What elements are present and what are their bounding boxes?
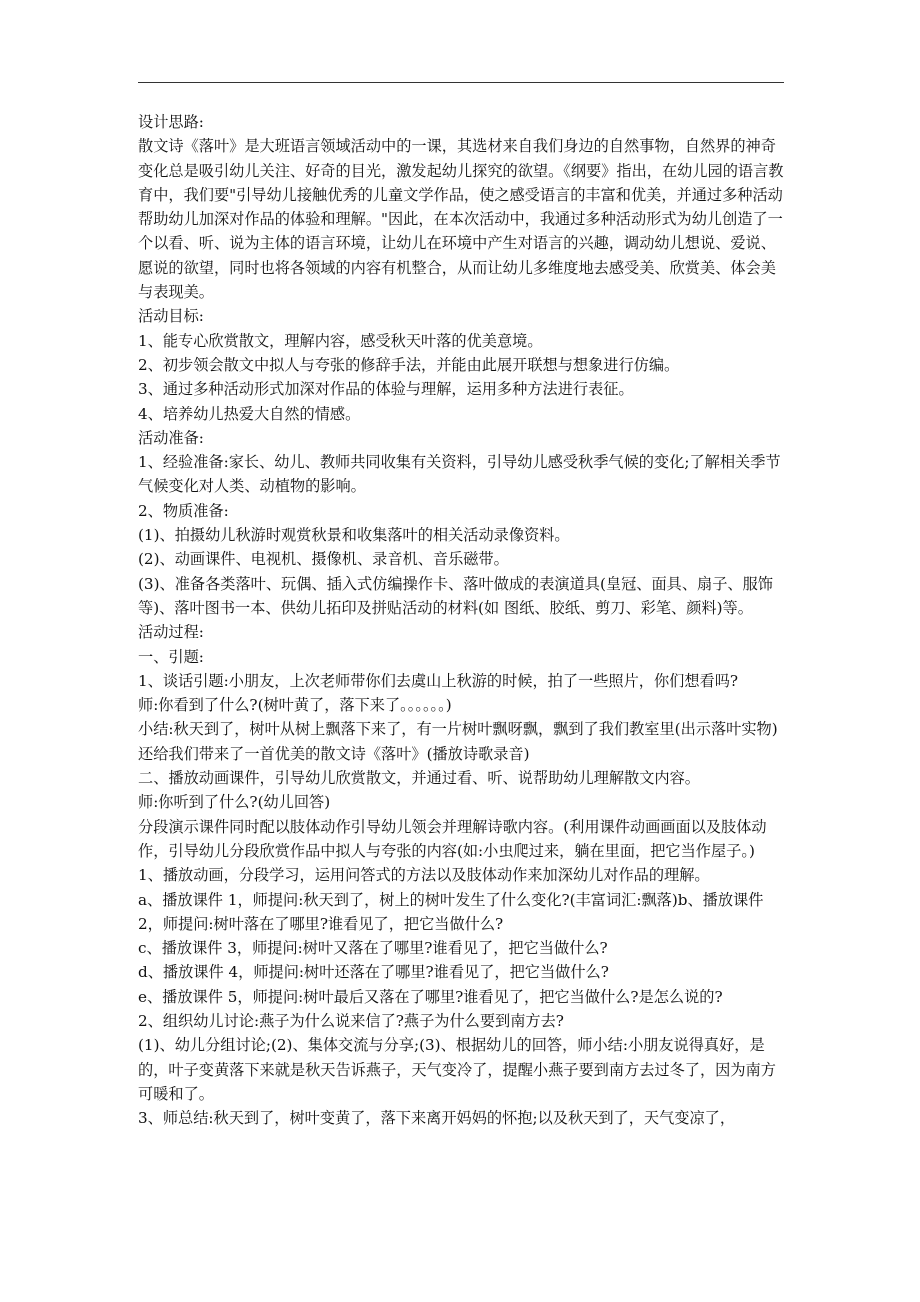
process-paragraph: (1)、幼儿分组讨论;(2)、集体交流与分享;(3)、根据幼儿的回答，师小结:小朋友说得真好，是的，叶子变黄落下来就是秋天告诉燕子，天气变冷了，提醒小燕子要到南方去过冬了，因为南方可暖和了。 [138,1036,776,1103]
process-paragraph: 师:你听到了什么?(幼儿回答) [138,793,331,812]
section-heading-design: 设计思路: [138,113,204,131]
section-heading-goals: 活动目标: [138,307,204,326]
header-rule [138,82,784,83]
process-paragraph: 2、组织幼儿讨论:燕子为什么说来信了?燕子为什么要到南方去? [138,1011,564,1030]
preparation-subitem: (3)、准备各类落叶、玩偶、插入式仿编操作卡、落叶做成的表演道具(皇冠、面具、扇子、服饰等)、落叶图书一本、供幼儿拓印及拼贴活动的材料(如 图纸、胶纸、剪刀、彩笔、颜料)等。 [138,574,773,617]
goal-item: 2、初步领会散文中拟人与夸张的修辞手法，并能由此展开联想与想象进行仿编。 [138,355,680,374]
preparation-subitem: (2)、动画课件、电视机、摄像机、录音机、音乐磁带。 [138,550,509,569]
process-paragraph: 小结:秋天到了，树叶从树上飘落下来了，有一片树叶飘呀飘，飘到了我们教室里(出示落叶实物)还给我们带来了一首优美的散文诗《落叶》(播放诗歌录音) [138,720,778,763]
process-paragraph: 师:你看到了什么?(树叶黄了，落下来了。。。。。。) [138,696,452,715]
process-paragraph: 1、谈话引题:小朋友，上次老师带你们去虞山上秋游的时候，拍了一些照片，你们想看吗? [138,671,739,690]
process-paragraph: a、播放课件 1，师提问:秋天到了，树上的树叶发生了什么变化?(丰富词汇:飘落)b、播放课件 2，师提问:树叶落在了哪里?谁看见了，把它当做什么? [138,890,764,933]
goal-item: 3、通过多种活动形式加深对作品的体验与理解，运用多种方法进行表征。 [138,380,634,399]
process-step-heading: 二、播放动画课件，引导幼儿欣赏散文，并通过看、听、说帮助幼儿理解散文内容。 [138,769,700,788]
section-heading-process: 活动过程: [138,623,204,642]
process-paragraph: e、播放课件 5，师提问:树叶最后又落在了哪里?谁看见了，把它当做什么?是怎么说的? [138,987,723,1006]
preparation-item: 2、物质准备: [138,501,229,520]
preparation-subitem: (1)、拍摄幼儿秋游时观赏秋景和收集落叶的相关活动录像资料。 [138,526,570,545]
goal-item: 1、能专心欣赏散文，理解内容，感受秋天叶落的优美意境。 [138,331,543,350]
goal-item: 4、培养幼儿热爱大自然的情感。 [138,404,361,423]
paragraph-design-rationale: 散文诗《落叶》是大班语言领域活动中的一课，其选材来自我们身边的自然事物，自然界的神奇变化总是吸引幼儿关注、好奇的目光，激发起幼儿探究的欲望。《纲要》指出，在幼儿园的语言教育中，我们要"引导幼儿接触优秀的儿童文学作品，使之感受语言的丰富和优美，并通过多种活动帮助幼儿加深对作品的体验和理解。"因此，在本次活动中，我通过多种活动形式为幼儿创造了一个以看、听、说为主体的语言环境，让幼儿在环境中产生对语言的兴趣，调动幼儿想说、爱说、愿说的欲望，同时也将各领域的内容有机整合，从而让幼儿多维度地去感受美、欣赏美、体会美与表现美。 [138,137,784,302]
document-body [138,110,788,1130]
section-heading-preparation: 活动准备: [138,428,204,447]
process-step-heading: 一、引题: [138,647,204,666]
preparation-item: 1、经验准备:家长、幼儿、教师共同收集有关资料，引导幼儿感受秋季气候的变化;了解相关季节气候变化对人类、动植物的影响。 [138,453,781,496]
process-paragraph: 3、师总结:秋天到了，树叶变黄了，落下来离开妈妈的怀抱;以及秋天到了，天气变凉了， [138,1109,736,1128]
process-paragraph: 分段演示课件同时配以肢体动作引导幼儿领会并理解诗歌内容。(利用课件动画画面以及肢体动作，引导幼儿分段欣赏作品中拟人与夸张的内容(如:小虫爬过来，躺在里面，把它当作屋子。) [138,817,767,860]
process-paragraph: d、播放课件 4，师提问:树叶还落在了哪里?谁看见了，把它当做什么? [138,963,609,982]
process-paragraph: 1、播放动画，分段学习，运用问答式的方法以及肢体动作来加深幼儿对作品的理解。 [138,866,710,885]
process-paragraph: c、播放课件 3，师提问:树叶又落在了哪里?谁看见了，把它当做什么? [138,939,608,958]
